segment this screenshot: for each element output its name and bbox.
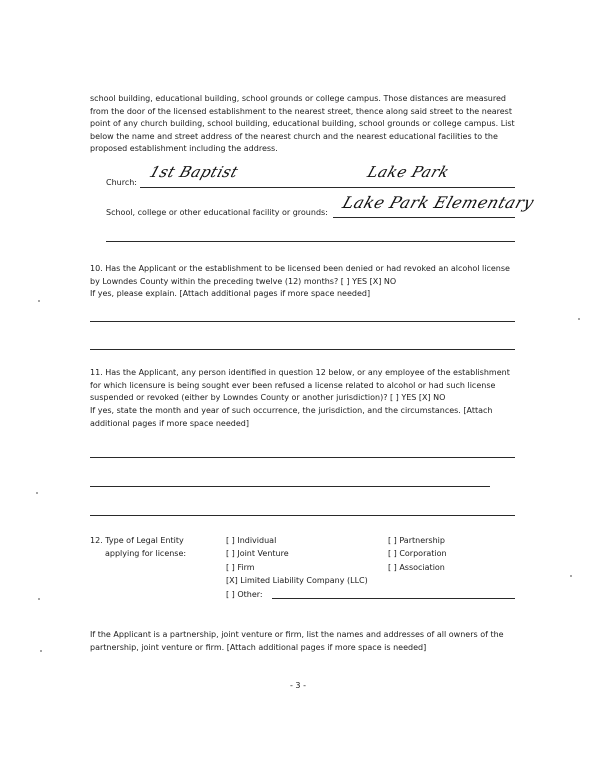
entity-option-association[interactable]: [ ] Association [388, 563, 445, 572]
entity-option-partnership[interactable]: [ ] Partnership [388, 536, 445, 545]
question-10-text: 10. Has the Applicant or the establishment to be licensed been denied or had revoked an alcohol license by Lowndes County within the preceding twelve (12) months? [ ] YES [X] NO [90, 264, 510, 286]
question-12-label-line-2: applying for license: [105, 549, 187, 558]
scan-speck [38, 598, 40, 600]
question-11-text: 11. Has the Applicant, any person identified in question 12 below, or any employee of the establishment for which licensure is being sought ever been refused a license related to alcohol or had such license suspended or revoked (either by Lowndes County or another jurisdiction)? [ ] YES [X] NO [90, 368, 510, 402]
question-11-answer-line-3 [90, 515, 515, 516]
entity-option-joint-venture[interactable]: [ ] Joint Venture [226, 549, 289, 558]
entity-other-line [272, 598, 515, 599]
school-label: School, college or other educational facility or grounds: [106, 208, 328, 217]
scan-speck [40, 650, 42, 652]
school-answer-line [333, 217, 515, 218]
entity-option-corporation[interactable]: [ ] Corporation [388, 549, 447, 558]
question-11-answer-line-2 [90, 486, 490, 487]
church-location-handwritten: Lake Park [365, 163, 452, 181]
entity-option-llc-checked[interactable]: [X] Limited Liability Company (LLC) [226, 576, 368, 585]
church-name-handwritten: 1st Baptist [147, 163, 241, 181]
question-12-label-line-1: 12. Type of Legal Entity [90, 536, 184, 545]
distance-paragraph: school building, educational building, school grounds or college campus. Those distances are measured from the door of the licensed establishment to the nearest street, thence along said street to the nearest point of any church building, school building, educational building, school grounds or college campus. List below the name and street address of the nearest church and the nearest educational facilities to the proposed establishment including the address. [90, 94, 515, 153]
question-10-answer-line-1 [90, 321, 515, 322]
entity-option-firm[interactable]: [ ] Firm [226, 563, 255, 572]
page-number: - 3 - [290, 681, 306, 690]
question-10-followup: If yes, please explain. [Attach additional pages if more space needed] [90, 289, 371, 298]
question-11-followup: If yes, state the month and year of such occurrence, the jurisdiction, and the circumstances. [Attach additional pages if more space needed] [90, 406, 493, 428]
school-handwritten: Lake Park Elementary [340, 193, 537, 212]
church-answer-line [140, 187, 515, 188]
entity-option-individual[interactable]: [ ] Individual [226, 536, 277, 545]
question-11-answer-line-1 [90, 457, 515, 458]
school-extra-line [106, 241, 515, 242]
scan-speck [578, 318, 580, 320]
scan-speck [36, 492, 38, 494]
church-label: Church: [106, 178, 138, 187]
entity-option-other[interactable]: [ ] Other: [226, 590, 263, 599]
owners-paragraph: If the Applicant is a partnership, joint venture or firm, list the names and addresses of all owners of the partnership, joint venture or firm. [Attach additional pages if more space is needed] [90, 630, 504, 652]
question-10-answer-line-2 [90, 349, 515, 350]
scan-speck [570, 575, 572, 577]
scan-speck [38, 300, 40, 302]
